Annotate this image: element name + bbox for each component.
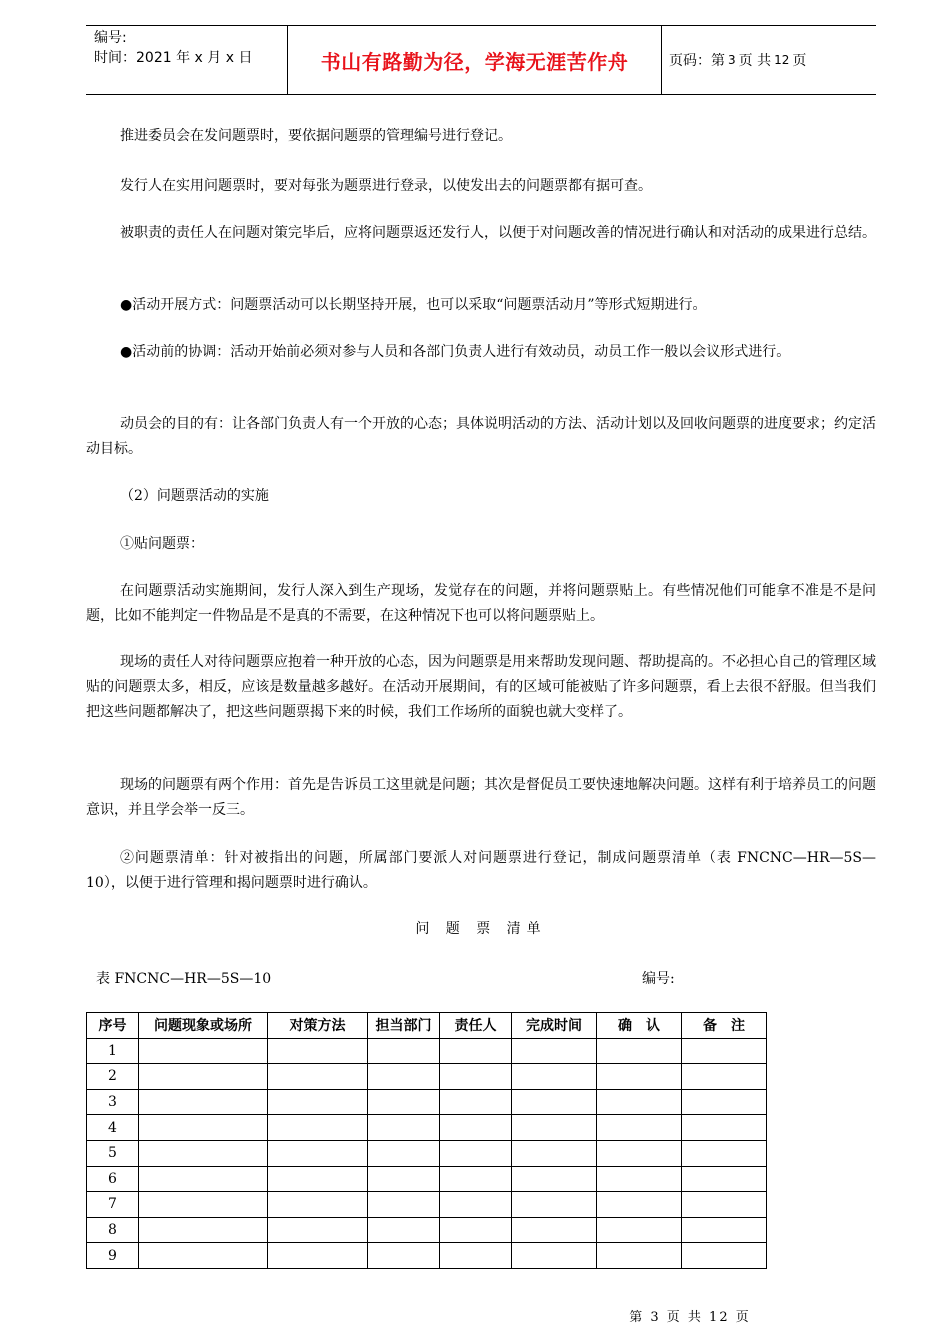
column-header: 责任人 [440, 1013, 512, 1039]
header-code-label: 编号: [94, 30, 127, 46]
table-row [87, 1115, 767, 1141]
row-number: 3 [87, 1089, 139, 1115]
page-footer: 第 3 页 共 12 页 [629, 1310, 751, 1325]
table-cell [139, 1140, 268, 1166]
table-cell [682, 1166, 767, 1192]
table-cell [682, 1089, 767, 1115]
table-cell [597, 1115, 682, 1141]
table-cell [682, 1192, 767, 1218]
table-cell [368, 1115, 440, 1141]
table-cell [268, 1166, 368, 1192]
row-number: 2 [87, 1064, 139, 1090]
table-form-code: 表 FNCNC—HR—5S—10 [96, 971, 272, 987]
table-cell [368, 1192, 440, 1218]
table-cell [440, 1089, 512, 1115]
header-time-label: 时间：2021 年 x 月 x 日 [94, 50, 253, 66]
table-cell [268, 1038, 368, 1064]
table-number-label: 编号: [642, 971, 675, 987]
table-cell [512, 1140, 597, 1166]
table-cell [368, 1140, 440, 1166]
table-title: 问 题 票 清单 [415, 921, 547, 937]
row-number: 5 [87, 1140, 139, 1166]
table-cell [512, 1243, 597, 1269]
paragraph: 在问题票活动实施期间，发行人深入到生产现场，发觉存在的问题，并将问题票贴上。有些情况他们可能拿不准是不是问题，比如不能判定一件物品是不是真的不需要，在这种情况下也可以将问题票贴上。 [86, 583, 876, 624]
table-cell [597, 1166, 682, 1192]
table-cell [512, 1192, 597, 1218]
column-header: 序号 [87, 1013, 139, 1039]
paragraph: 发行人在实用问题票时，要对每张为题票进行登录，以使发出去的问题票都有据可查。 [120, 178, 652, 194]
paragraph: 推进委员会在发问题票时，要依据问题票的管理编号进行登记。 [120, 128, 512, 144]
table-cell [268, 1140, 368, 1166]
table-row [87, 1192, 767, 1218]
table-cell [440, 1115, 512, 1141]
paragraph: 动员会的目的有：让各部门负责人有一个开放的心态；具体说明活动的方法、活动计划以及回收问题票的进度要求；约定活动目标。 [86, 416, 876, 457]
header-meta [94, 28, 286, 68]
header-page-suffix: 页 [792, 53, 807, 69]
table-cell [597, 1089, 682, 1115]
table-cell [512, 1166, 597, 1192]
table-cell [597, 1243, 682, 1269]
table-cell [440, 1064, 512, 1090]
header-page-prefix: 页码：第 [669, 53, 725, 69]
table-cell [682, 1217, 767, 1243]
column-header: 备 注 [682, 1013, 767, 1039]
table-cell [139, 1217, 268, 1243]
table-row [87, 1089, 767, 1115]
table-cell [512, 1115, 597, 1141]
table-cell [368, 1064, 440, 1090]
table-cell [682, 1064, 767, 1090]
table-cell [139, 1192, 268, 1218]
issue-ticket-table [86, 1012, 767, 1269]
table-cell [368, 1243, 440, 1269]
table-cell [368, 1089, 440, 1115]
table-cell [682, 1115, 767, 1141]
table-cell [512, 1064, 597, 1090]
table-row [87, 1064, 767, 1090]
table-cell [268, 1192, 368, 1218]
table-cell [512, 1217, 597, 1243]
table-cell [682, 1140, 767, 1166]
column-header: 担当部门 [368, 1013, 440, 1039]
header-motto: 书山有路勤为径，学海无涯苦作舟 [320, 49, 629, 74]
paragraph: ②问题票清单：针对被指出的问题，所属部门要派人对问题票进行登记，制成问题票清单（表 FNCNC—HR—5S—10），以便于进行管理和揭问题票时进行确认。 [86, 850, 876, 891]
table-cell [440, 1192, 512, 1218]
column-header: 确 认 [597, 1013, 682, 1039]
paragraph-bullet: ●活动开展方式：问题票活动可以长期坚持开展，也可以采取“问题票活动月”等形式短期进行。 [120, 297, 707, 313]
header-page-total: 12 [774, 53, 790, 67]
table-cell [440, 1243, 512, 1269]
section-heading: （2）问题票活动的实施 [120, 488, 269, 504]
table-cell [268, 1217, 368, 1243]
column-header: 完成时间 [512, 1013, 597, 1039]
table-row [87, 1217, 767, 1243]
table-cell [268, 1115, 368, 1141]
table-row [87, 1166, 767, 1192]
header-page-current: 3 [728, 53, 736, 67]
table-cell [139, 1038, 268, 1064]
table-row [87, 1038, 767, 1064]
row-number: 4 [87, 1115, 139, 1141]
table-cell [597, 1217, 682, 1243]
table-cell [597, 1064, 682, 1090]
table-cell [440, 1140, 512, 1166]
table-row [87, 1243, 767, 1269]
row-number: 7 [87, 1192, 139, 1218]
header-page-number [669, 26, 806, 94]
table-cell [268, 1089, 368, 1115]
column-header: 对策方法 [268, 1013, 368, 1039]
table-header-row [87, 1013, 767, 1039]
table-cell [682, 1243, 767, 1269]
table-cell [597, 1140, 682, 1166]
paragraph: 被职责的责任人在问题对策完毕后，应将问题票返还发行人，以便于对问题改善的情况进行确认和对活动的成果进行总结。 [120, 225, 876, 241]
table-cell [597, 1192, 682, 1218]
table-row [87, 1140, 767, 1166]
header-divider [661, 26, 662, 94]
row-number: 9 [87, 1243, 139, 1269]
paragraph-bullet: ●活动前的协调：活动开始前必须对参与人员和各部门负责人进行有效动员，动员工作一般以会议形式进行。 [120, 344, 791, 360]
table-cell [268, 1064, 368, 1090]
subsection-heading: ①贴问题票： [120, 536, 204, 552]
table-cell [139, 1064, 268, 1090]
table-cell [512, 1089, 597, 1115]
table-cell [440, 1038, 512, 1064]
header-page-mid: 页 共 [738, 53, 772, 69]
table-cell [368, 1217, 440, 1243]
row-number: 8 [87, 1217, 139, 1243]
table-cell [139, 1243, 268, 1269]
table-cell [268, 1243, 368, 1269]
table-cell [440, 1166, 512, 1192]
table-cell [139, 1115, 268, 1141]
column-header: 问题现象或场所 [139, 1013, 268, 1039]
paragraph: 现场的责任人对待问题票应抱着一种开放的心态，因为问题票是用来帮助发现问题、帮助提高的。不必担心自己的管理区域贴的问题票太多，相反，应该是数量越多越好。在活动开展期间，有的区域可能被贴了许多问题票，看上去很不舒服。但当我们把这些问题都解决了，把这些问题票揭下来的时候，我们工作场所的面貌也就大变样了。 [86, 654, 876, 720]
table-cell [597, 1038, 682, 1064]
table-cell [139, 1166, 268, 1192]
row-number: 1 [87, 1038, 139, 1064]
row-number: 6 [87, 1166, 139, 1192]
table-cell [682, 1038, 767, 1064]
table-cell [440, 1217, 512, 1243]
table-cell [368, 1166, 440, 1192]
table-cell [368, 1038, 440, 1064]
page-header [86, 25, 876, 95]
table-cell [139, 1089, 268, 1115]
table-cell [512, 1038, 597, 1064]
paragraph: 现场的问题票有两个作用：首先是告诉员工这里就是问题；其次是督促员工要快速地解决问题。这样有利于培养员工的问题意识，并且学会举一反三。 [86, 777, 876, 818]
